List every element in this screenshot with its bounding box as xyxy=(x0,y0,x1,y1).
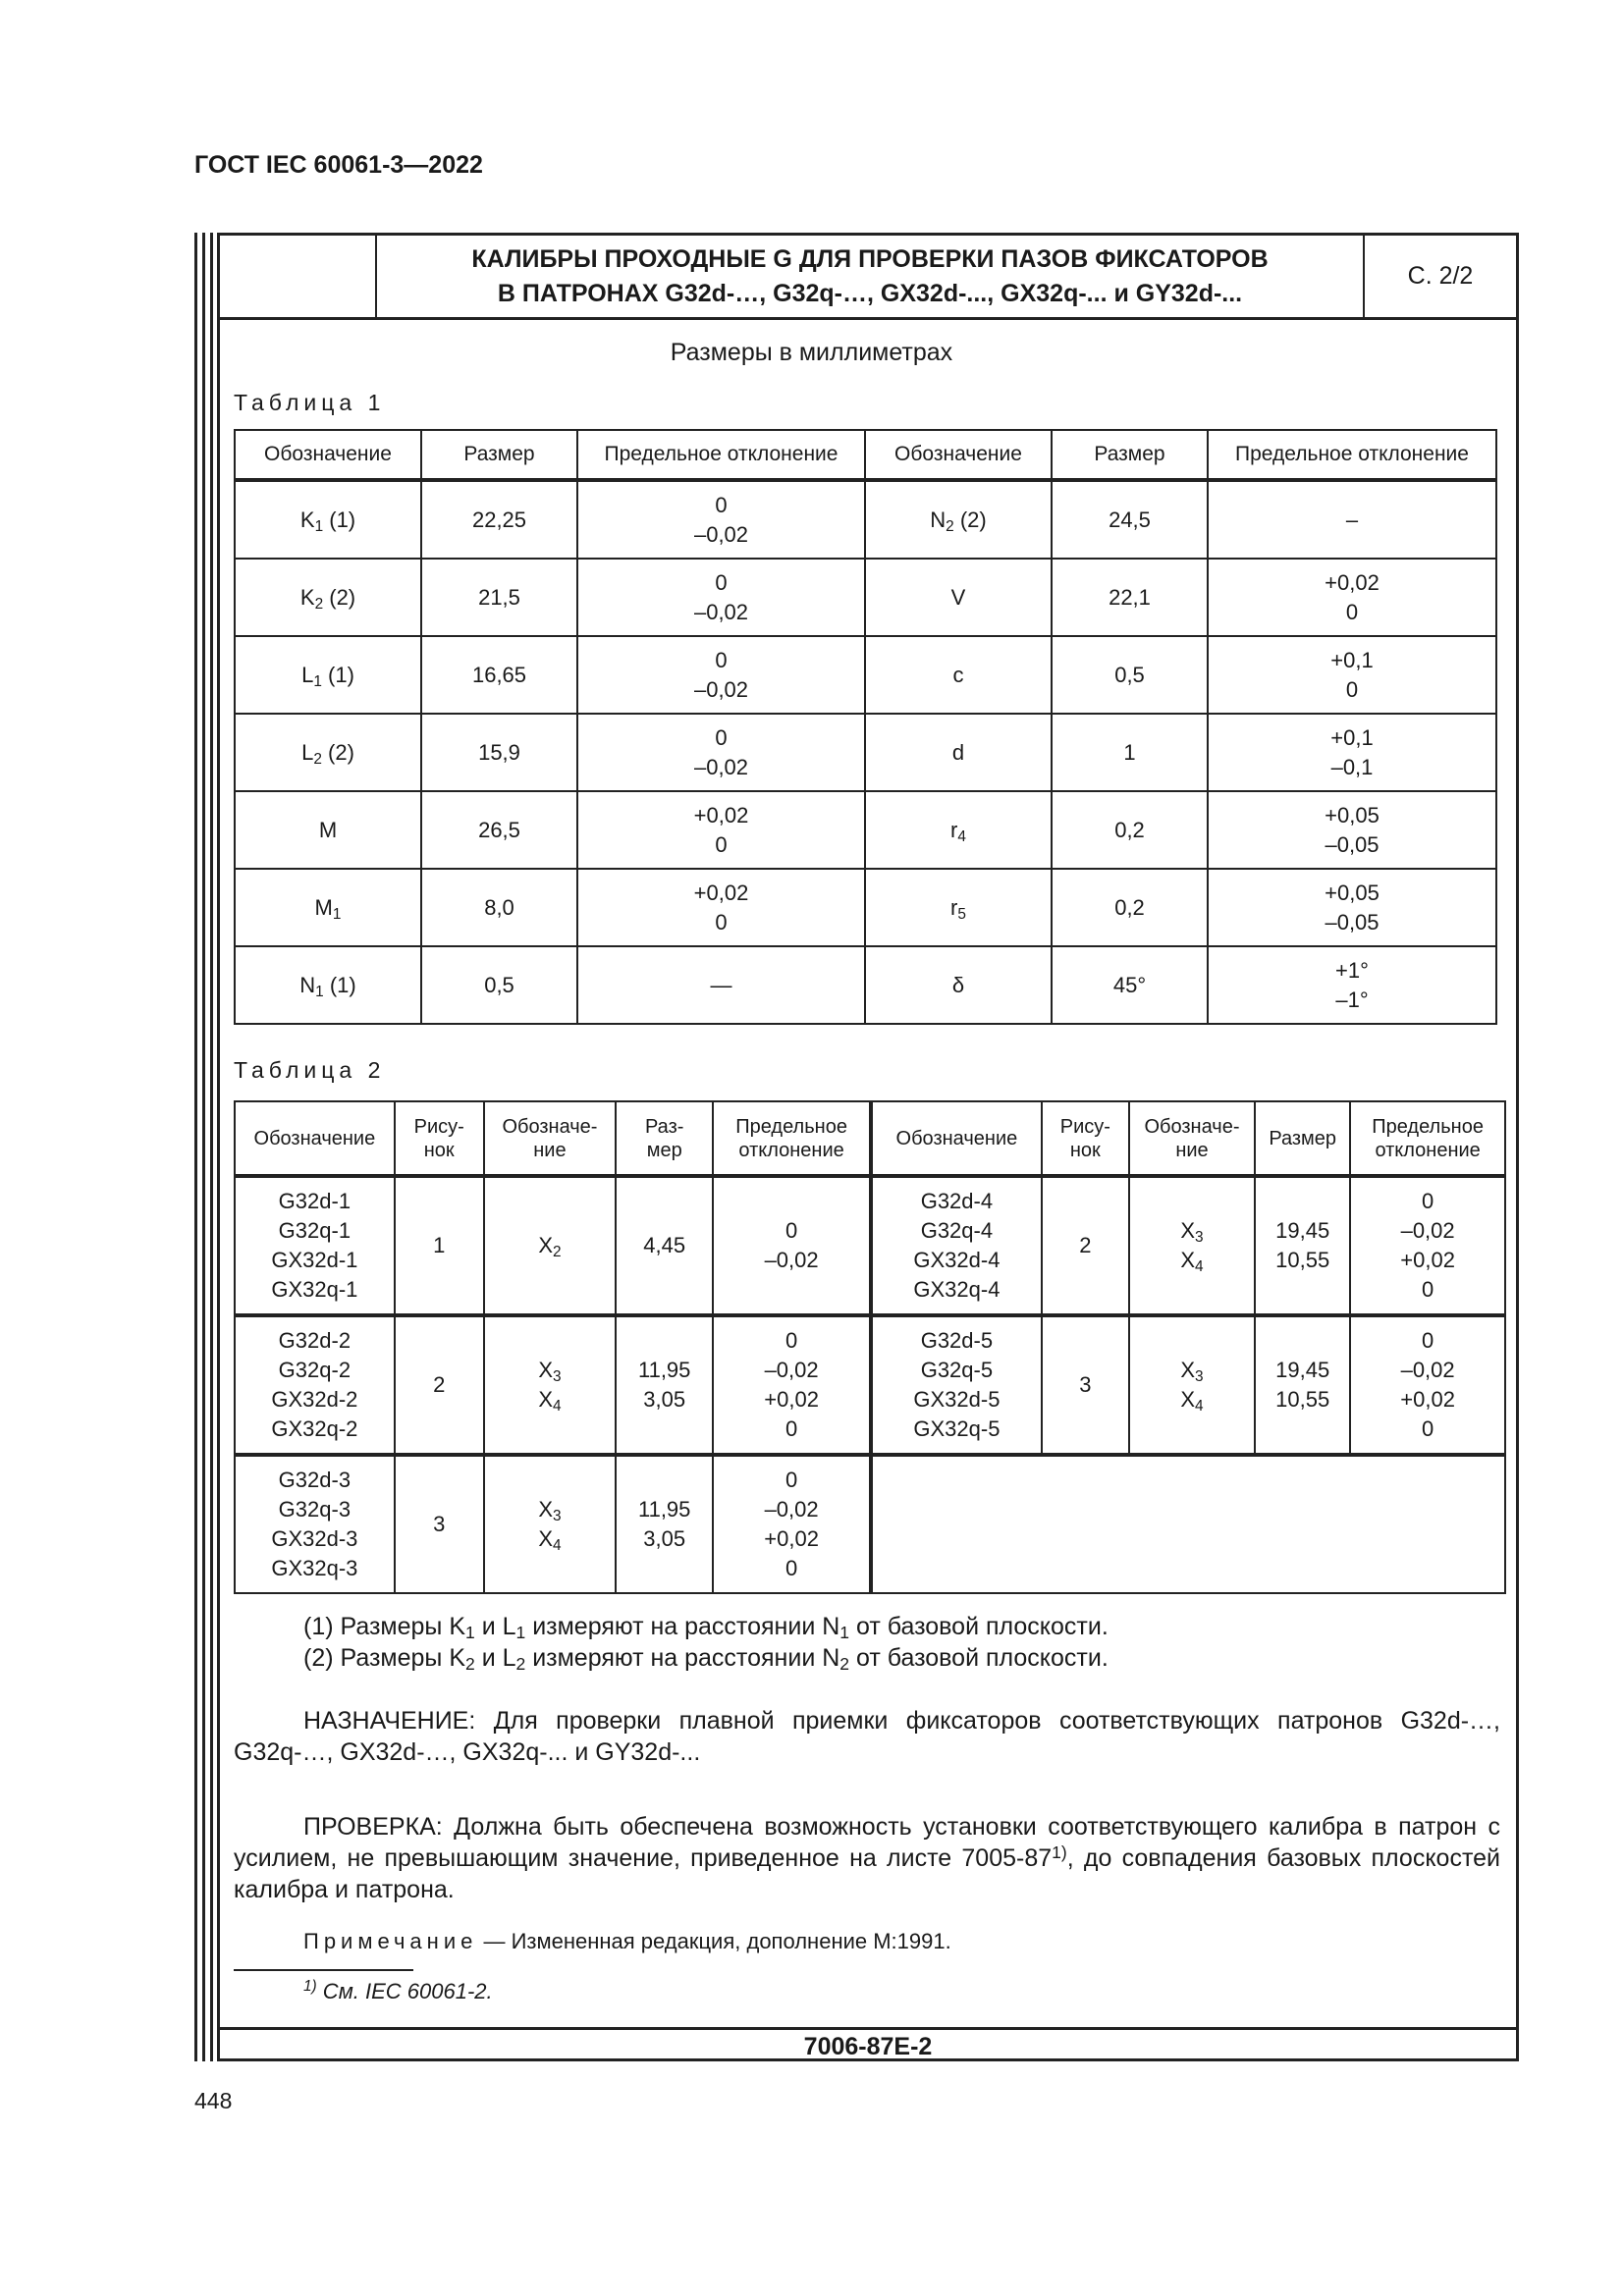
purpose-paragraph: НАЗНАЧЕНИЕ: Для проверки плавной приемки фиксаторов соответствующих патронов G32d-…, G32q-…, GX32d-…, GX32q-... и GY32d-... xyxy=(234,1707,1500,1766)
sheet-title-line2: В ПАТРОНАХ G32d-…, G32q-…, GX32d-..., GX32q-... и GY32d-... xyxy=(497,279,1243,307)
table1-cell: $K_2$ (2) xyxy=(235,559,421,636)
table2-header-cell: Обозначение xyxy=(235,1101,395,1176)
table2-cell: 0 –0,02 +0,02 0 xyxy=(1350,1315,1505,1455)
table2-header-cell: Раз- мер xyxy=(616,1101,713,1176)
table2-header-cell: Рису- нок xyxy=(1042,1101,1129,1176)
table1-cell: 0 –0,02 xyxy=(577,480,865,559)
table1-cell: 26,5 xyxy=(421,791,577,869)
table2-header-cell: Обозначе- ние xyxy=(484,1101,616,1176)
table1-cell: $N_2$ (2) xyxy=(865,480,1052,559)
table1-cell: 16,65 xyxy=(421,636,577,714)
table1-cell: 21,5 xyxy=(421,559,577,636)
table1-cell: +0,02 0 xyxy=(1208,559,1496,636)
table2-cell: 4,45 xyxy=(616,1176,713,1315)
binding-line xyxy=(194,233,197,2061)
table-row xyxy=(235,1455,1505,1593)
title-block xyxy=(220,236,1516,320)
remark-label: Примечание xyxy=(303,1929,478,1953)
table-row xyxy=(235,1315,1505,1455)
sheet-number: С. 2/2 xyxy=(1407,262,1474,290)
table1-cell: 15,9 xyxy=(421,714,577,791)
table2-header-cell: Обозначе- ние xyxy=(1129,1101,1255,1176)
table-row xyxy=(235,714,1496,791)
remark-text: — Измененная редакция, дополнение М:1991. xyxy=(477,1929,951,1953)
table1-cell: 22,1 xyxy=(1052,559,1208,636)
table1-cell: 0,5 xyxy=(1052,636,1208,714)
note-1: (1) Размеры $K_1$ и $L_1$ измеряют на расстоянии $N_1$ от базовой плоскости. xyxy=(303,1613,1109,1642)
table2-cell: 11,95 3,05 xyxy=(616,1315,713,1455)
table2-cell: $X_2$ xyxy=(484,1176,616,1315)
footnote-rule xyxy=(234,1969,413,1971)
remark xyxy=(234,1926,1500,1957)
table2-cell: 19,45 10,55 xyxy=(1255,1315,1350,1455)
table1-cell: 0 –0,02 xyxy=(577,714,865,791)
table2-cell: 0 –0,02 +0,02 0 xyxy=(713,1315,871,1455)
sheet-code: 7006-87E-2 xyxy=(220,2027,1516,2064)
table1-cell: 22,25 xyxy=(421,480,577,559)
table1-cell: +0,02 0 xyxy=(577,791,865,869)
table2-cell: G32d-4 G32q-4 GX32d-4 GX32q-4 xyxy=(871,1176,1042,1315)
table-row xyxy=(235,869,1496,946)
table2-cell: 3 xyxy=(395,1455,484,1593)
table1-cell: V xyxy=(865,559,1052,636)
table2-cell: G32d-3 G32q-3 GX32d-3 GX32q-3 xyxy=(235,1455,395,1593)
table2-cell: $X_3$ $X_4$ xyxy=(484,1455,616,1593)
table1-cell: 0 –0,02 xyxy=(577,636,865,714)
table1-cell: +0,1 –0,1 xyxy=(1208,714,1496,791)
table1-cell: 1 xyxy=(1052,714,1208,791)
table2-empty-cell xyxy=(871,1455,1505,1593)
table2-cell: $X_3$ $X_4$ xyxy=(1129,1176,1255,1315)
table1-cell: $N_1$ (1) xyxy=(235,946,421,1024)
table2-cell: G32d-2 G32q-2 GX32d-2 GX32q-2 xyxy=(235,1315,395,1455)
table-row xyxy=(235,480,1496,559)
table1-header-cell: Предельное отклонение xyxy=(577,430,865,480)
table2-cell: $X_3$ $X_4$ xyxy=(1129,1315,1255,1455)
table2-cell: 2 xyxy=(395,1315,484,1455)
table1-cell: 0,5 xyxy=(421,946,577,1024)
title-block-blank xyxy=(220,236,377,317)
table2-cell: G32d-5 G32q-5 GX32d-5 GX32q-5 xyxy=(871,1315,1042,1455)
note-2: (2) Размеры $K_2$ и $L_2$ измеряют на расстоянии $N_2$ от базовой плоскости. xyxy=(303,1644,1109,1674)
table1-cell: 0,2 xyxy=(1052,791,1208,869)
table1-header-cell: Обозначение xyxy=(235,430,421,480)
table1-cell: 45° xyxy=(1052,946,1208,1024)
table1-cell: +0,02 0 xyxy=(577,869,865,946)
table-row xyxy=(235,636,1496,714)
table1-cell: M xyxy=(235,791,421,869)
table-row xyxy=(235,559,1496,636)
document-code: ГОСТ IEC 60061-3—2022 xyxy=(194,151,483,179)
table2-cell: $X_3$ $X_4$ xyxy=(484,1315,616,1455)
table1-cell: – xyxy=(1208,480,1496,559)
table2-header-cell: Размер xyxy=(1255,1101,1350,1176)
table1-cell: $M_1$ xyxy=(235,869,421,946)
table1-cell: $L_2$ (2) xyxy=(235,714,421,791)
table1-cell: $K_1$ (1) xyxy=(235,480,421,559)
table2-cell: 2 xyxy=(1042,1176,1129,1315)
table1-cell: c xyxy=(865,636,1052,714)
table-row xyxy=(235,791,1496,869)
table1-header-cell: Размер xyxy=(421,430,577,480)
table2-cell: 1 xyxy=(395,1176,484,1315)
table1-cell: 0 –0,02 xyxy=(577,559,865,636)
footnote: $^{1)}$ См. IEC 60061-2. xyxy=(303,1978,493,2003)
table1-cell: 0,2 xyxy=(1052,869,1208,946)
table1-label: Таблица 1 xyxy=(234,390,386,415)
binding-line xyxy=(210,233,213,2061)
table2-cell: 19,45 10,55 xyxy=(1255,1176,1350,1315)
table1-cell: $r_4$ xyxy=(865,791,1052,869)
check-paragraph: ПРОВЕРКА: Должна быть обеспечена возможность установки соответствующего калибра в патрон с усилием, не превышающим значение, приведенное на листе 7005-87$^{1)}$, до совпадения базовых плоскостей калибра и патрона. xyxy=(234,1813,1500,1903)
table2-cell: 0 –0,02 +0,02 0 xyxy=(1350,1176,1505,1315)
table2-cell: 3 xyxy=(1042,1315,1129,1455)
table1-cell: +0,05 –0,05 xyxy=(1208,869,1496,946)
table1-header-cell: Размер xyxy=(1052,430,1208,480)
units-note: Размеры в миллиметрах xyxy=(670,339,953,366)
table2-cell: G32d-1 G32q-1 GX32d-1 GX32q-1 xyxy=(235,1176,395,1315)
notes-block xyxy=(234,1611,1500,1674)
table2-header-cell: Обозначение xyxy=(871,1101,1042,1176)
table1-cell: d xyxy=(865,714,1052,791)
sheet-title-line1: КАЛИБРЫ ПРОХОДНЫЕ G ДЛЯ ПРОВЕРКИ ПАЗОВ ФИКСАТОРОВ xyxy=(471,244,1269,273)
table2-cell: 0 –0,02 xyxy=(713,1176,871,1315)
table-row xyxy=(235,946,1496,1024)
table2-cell: 0 –0,02 +0,02 0 xyxy=(713,1455,871,1593)
table-row xyxy=(235,1176,1505,1315)
table1-header-cell: Обозначение xyxy=(865,430,1052,480)
table1-header-cell: Предельное отклонение xyxy=(1208,430,1496,480)
table2-header-cell: Предельное отклонение xyxy=(1350,1101,1505,1176)
table1-cell: 8,0 xyxy=(421,869,577,946)
table1-cell: +0,1 0 xyxy=(1208,636,1496,714)
table1 xyxy=(234,429,1497,1025)
table1-cell: $L_1$ (1) xyxy=(235,636,421,714)
table1-cell: 24,5 xyxy=(1052,480,1208,559)
table1-cell: δ xyxy=(865,946,1052,1024)
table2-cell: 11,95 3,05 xyxy=(616,1455,713,1593)
table1-cell: — xyxy=(577,946,865,1024)
table1-cell: $r_5$ xyxy=(865,869,1052,946)
page-number: 448 xyxy=(194,2088,233,2113)
sheet-title xyxy=(377,236,1365,317)
table2-header-cell: Предельное отклонение xyxy=(713,1101,871,1176)
table1-cell: +1° –1° xyxy=(1208,946,1496,1024)
table2-label: Таблица 2 xyxy=(234,1057,386,1083)
table2 xyxy=(234,1100,1506,1594)
table2-header-cell: Рису- нок xyxy=(395,1101,484,1176)
binding-line xyxy=(202,233,205,2061)
table1-cell: +0,05 –0,05 xyxy=(1208,791,1496,869)
